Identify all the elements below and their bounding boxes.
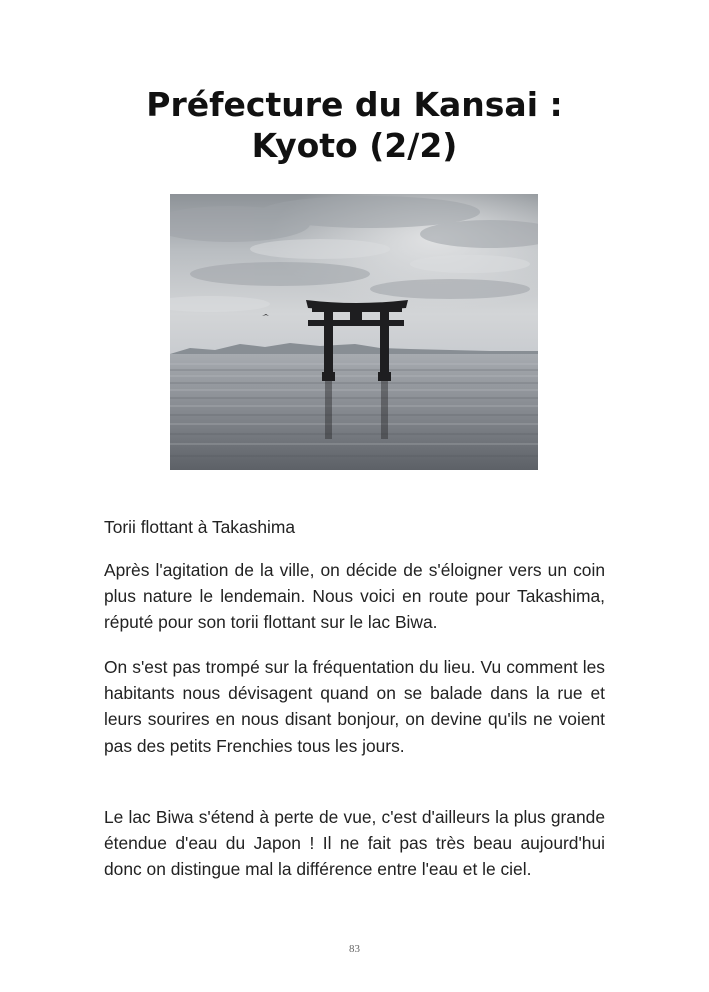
paragraph: Après l'agitation de la ville, on décide de s'éloigner vers un coin plus nature le lendemain. Nous voici en route pour Takashima, réputé pour son torii flottant sur le lac Biwa. <box>104 560 605 633</box>
page-title-line-2: Kyoto (2/2) <box>251 126 458 165</box>
torii-photo <box>170 194 538 470</box>
page-number: 83 <box>349 943 360 955</box>
paragraph: Le lac Biwa s'étend à perte de vue, c'est d'ailleurs la plus grande étendue d'eau du Japon ! Il ne fait pas très beau aujourd'hui donc on distingue mal la différence entre l'eau et le ciel. <box>104 807 605 880</box>
page-title-line-1: Préfecture du Kansai : <box>146 85 563 124</box>
page-title <box>104 84 605 166</box>
photo-caption: Torii flottant à Takashima <box>104 517 296 537</box>
paragraph: On s'est pas trompé sur la fréquentation du lieu. Vu comment les habitants nous dévisagent quand on se balade dans la rue et leurs sourires en nous disant bonjour, on devine qu'ils ne voient pas des petits Frenchies tous les jours. <box>104 657 605 756</box>
